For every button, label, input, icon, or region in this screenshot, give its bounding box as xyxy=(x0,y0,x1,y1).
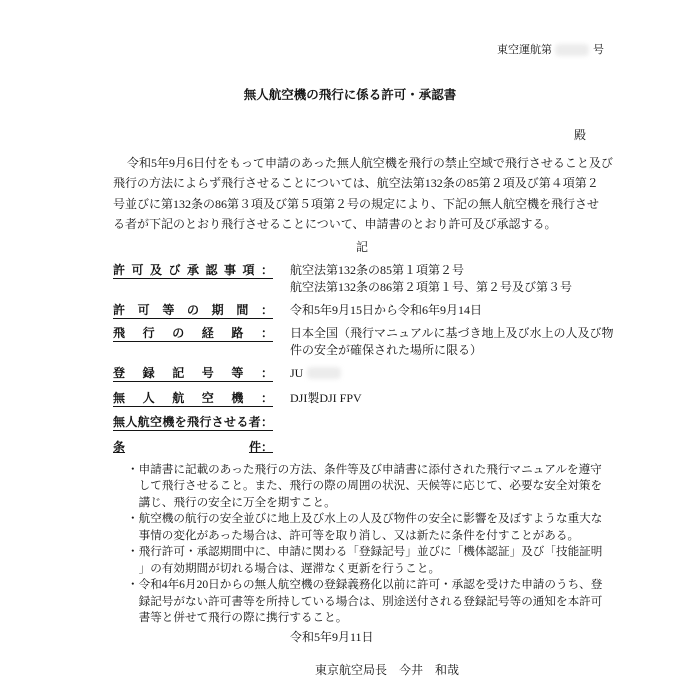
condition-item xyxy=(127,511,602,544)
item-row-flight-route xyxy=(113,325,614,359)
item-value: JU xyxy=(290,365,304,380)
document-number xyxy=(497,43,604,57)
item-value: 日本全国（飛行マニュアルに基づき地上及び水上の人及び物 xyxy=(290,325,614,340)
item-value: DJI製DJI FPV xyxy=(290,390,362,405)
condition-item xyxy=(127,462,602,512)
condition-line: 録記号がない許可書等を所持している場合は、別途送付される登録記号等の通知を本許可 xyxy=(138,594,603,608)
addressee-honorific: 殿 xyxy=(574,128,587,142)
condition-line: して飛行させること。また、飛行の際の周囲の状況、天候等に応じて、必要な安全対策を xyxy=(138,479,603,493)
issue-date: 令和5年9月11日 xyxy=(290,630,374,644)
item-label: 許可及び承認事項： xyxy=(113,262,273,277)
item-values xyxy=(290,262,572,296)
redacted-area xyxy=(307,367,341,379)
item-label: 飛行の経路： xyxy=(113,325,273,340)
item-value: 件の安全が確保された場所に限る） xyxy=(290,342,483,357)
condition-line: 」の有効期間が切れる場合は、遅滞なく更新を行うこと。 xyxy=(138,561,441,575)
item-row-conditions xyxy=(113,439,273,456)
condition-line: ・飛行許可・承認期間中に、申請に関わる「登録記号」並びに「機体認証」及び「技能証明 xyxy=(127,545,603,559)
condition-item xyxy=(127,544,602,577)
item-row-registration xyxy=(113,365,341,382)
item-row-aircraft xyxy=(113,390,362,407)
item-values xyxy=(290,302,482,319)
item-value: 令和5年9月15日から令和6年9月14日 xyxy=(290,302,483,317)
item-row-period xyxy=(113,302,482,319)
item-values xyxy=(290,390,362,407)
conditions-list xyxy=(127,462,602,627)
condition-item xyxy=(127,577,602,627)
redacted-area xyxy=(555,44,589,56)
item-value: 航空法第132条の86第２項第１号、第２号及び第３号 xyxy=(290,279,573,294)
body-line: 飛行の方法によらず飛行させることについては、航空法第132条の85第２項及び第４項第２ xyxy=(113,176,599,191)
item-label: 無人航空機を飛行させる者： xyxy=(113,414,273,429)
condition-line: ・航空機の航行の安全並びに地上及び水上の人及び物件の安全に影響を及ぼすような重大な xyxy=(127,512,603,526)
item-values xyxy=(290,325,614,359)
item-label: 登録記号等： xyxy=(113,365,273,380)
document-title: 無人航空機の飛行に係る許可・承認書 xyxy=(243,88,457,102)
condition-line: ・申請書に記載のあった飛行の方法、条件等及び申請書に添付された飛行マニュアルを遵守 xyxy=(127,462,602,476)
registration-value xyxy=(290,365,341,382)
item-values xyxy=(290,365,341,382)
condition-line: ・令和4年6月20日からの無人航空機の登録義務化以前に許可・承認を受けた申請のうち、登 xyxy=(127,578,603,592)
item-row-operator xyxy=(113,414,273,431)
item-row-permission-matters xyxy=(113,262,572,296)
body-line: 令和5年9月6日付をもって申請のあった無人航空機を飛行の禁止空域で飛行させること及び xyxy=(127,155,613,170)
item-label: 無人航空機： xyxy=(113,390,273,405)
note-heading: 記 xyxy=(356,240,369,254)
condition-line: 書等と併せて飛行の際に携行すること。 xyxy=(138,611,348,625)
condition-line: 講じ、飛行の安全に万全を期すこと。 xyxy=(138,495,336,509)
item-label: 許可等の期間： xyxy=(113,302,273,317)
body-line: る者が下記のとおり飛行させることについて、申請書のとおり許可及び承認する。 xyxy=(113,217,557,232)
item-label: 条件： xyxy=(113,439,273,454)
body-paragraph xyxy=(113,153,613,235)
condition-line: 事情の変化があった場合は、許可等を取り消し、又は新たに条件を付すことがある。 xyxy=(138,528,580,542)
item-value: 航空法第132条の85第１項第２号 xyxy=(290,262,465,277)
document-number-prefix: 東空運航第 xyxy=(497,44,552,56)
issuer-signature: 東京航空局長 今井 和哉 xyxy=(315,663,460,677)
document-number-suffix: 号 xyxy=(593,44,604,56)
body-line: 号並びに第132条の86第３項及び第５項第２号の規定により、下記の無人航空機を飛行させ xyxy=(113,196,600,211)
